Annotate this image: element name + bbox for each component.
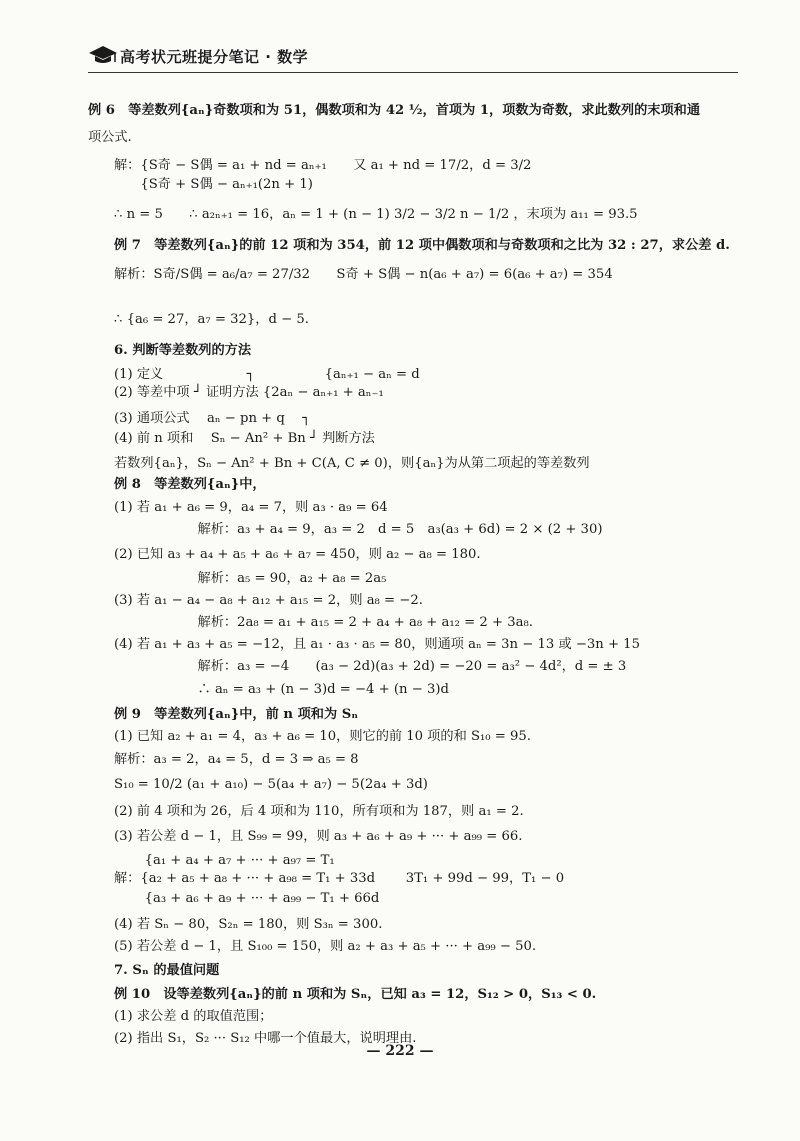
- text-line: 例 7 等差数列{aₙ}的前 12 项和为 354，前 12 项中偶数项和与奇数项和之比为 32 : 27，求公差 d.: [114, 238, 730, 253]
- text-line: ∴ {a₆ = 27，a₇ = 32}，d − 5.: [114, 312, 309, 327]
- text-line: (3) 通项公式 aₙ − pn + q ┐: [114, 411, 311, 426]
- text-line: (1) 求公差 d 的取值范围；: [114, 1009, 273, 1024]
- text-line: 7. Sₙ 的最值问题: [114, 963, 220, 978]
- text-line: 例 10 设等差数列{aₙ}的前 n 项和为 Sₙ，已知 a₃ = 12，S₁₂ > 0，S₁₃ < 0.: [114, 987, 597, 1002]
- text-line: 6. 判断等差数列的方法: [114, 343, 252, 358]
- text-line: (2) 前 4 项和为 26，后 4 项和为 110，所有项和为 187，则 a₁ = 2.: [114, 804, 524, 819]
- text-line: 解析：a₅ = 90，a₂ + a₈ = 2a₅: [158, 571, 387, 586]
- text-line: (3) 若公差 d − 1，且 S₉₉ = 99，则 a₃ + a₆ + a₉ + ··· + a₉₉ = 66.: [114, 829, 523, 844]
- text-line: 解：{a₂ + a₅ + a₈ + ··· + a₉₈ = T₁ + 33d 3T₁ + 99d − 99，T₁ − 0: [114, 871, 565, 886]
- text-line: (1) 已知 a₂ + a₁ = 4，a₃ + a₆ = 10，则它的前 10 项的和 S₁₀ = 95.: [114, 729, 531, 744]
- text-line: (1) 定义 ┐ {aₙ₊₁ − aₙ = d: [114, 367, 420, 382]
- text-line: 解析：a₃ + a₄ = 9，a₃ = 2 d = 5 a₃(a₃ + 6d) = 2 × (2 + 30): [158, 522, 603, 537]
- text-line: 例 6 等差数列{aₙ}奇数项和为 51，偶数项和为 42 ½，首项为 1，项数为奇数，求此数列的末项和通: [88, 103, 701, 118]
- header-title: 高考状元班提分笔记 · 数学: [120, 48, 309, 66]
- text-line: (2) 已知 a₃ + a₄ + a₅ + a₆ + a₇ = 450，则 a₂ − a₈ = 180.: [114, 547, 481, 562]
- text-line: (4) 若 a₁ + a₃ + a₅ = −12，且 a₁ · a₃ · a₅ = 80，则通项 aₙ = 3n − 13 或 −3n + 15: [114, 637, 640, 652]
- text-line: 解：{S奇 − S偶 = a₁ + nd = aₙ₊₁ 又 a₁ + nd = 17/2，d = 3/2: [114, 158, 532, 173]
- text-line: ∴ aₙ = a₃ + (n − 3)d = −4 + (n − 3)d: [158, 682, 449, 697]
- text-line: 解析：a₃ = −4 (a₃ − 2d)(a₃ + 2d) = −20 = a₃² − 4d²，d = ± 3: [158, 659, 627, 674]
- text-line: (4) 若 Sₙ − 80，S₂ₙ = 180，则 S₃ₙ = 300.: [114, 917, 383, 932]
- text-line: (3) 若 a₁ − a₄ − a₈ + a₁₂ + a₁₅ = 2，则 a₈ = −2.: [114, 593, 423, 608]
- text-line: (1) 若 a₁ + a₆ = 9，a₄ = 7，则 a₃ · a₉ = 64: [114, 500, 388, 515]
- text-line: (4) 前 n 项和 Sₙ − An² + Bn ┘ 判断方法: [114, 431, 375, 446]
- text-line: 项公式.: [88, 130, 132, 145]
- text-line: (2) 指出 S₁，S₂ ··· S₁₂ 中哪一个值最大，说明理由.: [114, 1031, 417, 1046]
- text-line: 若数列{aₙ}，Sₙ − An² + Bn + C(A, C ≠ 0)，则{aₙ}为从第二项起的等差数列: [114, 456, 590, 471]
- text-line: {a₁ + a₄ + a₇ + ··· + a₉₇ = T₁: [114, 853, 335, 868]
- text-line: (2) 等差中项 ┘ 证明方法 {2aₙ − aₙ₊₁ + aₙ₋₁: [114, 385, 384, 400]
- text-line: {a₃ + a₆ + a₉ + ··· + a₉₉ − T₁ + 66d: [114, 891, 380, 906]
- text-line: 解析：S奇/S偶 = a₆/a₇ = 27/32 S奇 + S偶 − n(a₆ + a₇) = 6(a₆ + a₇) = 354: [114, 267, 613, 282]
- text-line: ∴ n = 5 ∴ a₂ₙ₊₁ = 16，aₙ = 1 + (n − 1) 3/2 − 3/2 n − 1/2 ，末项为 a₁₁ = 93.5: [114, 207, 638, 222]
- text-line: 解析：2a₈ = a₁ + a₁₅ = 2 + a₄ + a₈ + a₁₂ = 2 + 3a₈.: [158, 615, 533, 630]
- text-line: 例 9 等差数列{aₙ}中，前 n 项和为 Sₙ: [114, 707, 359, 722]
- text-line: S₁₀ = 10/2 (a₁ + a₁₀) − 5(a₄ + a₇) − 5(2a₄ + 3d): [114, 777, 428, 792]
- text-line: 解析：a₃ = 2，a₄ = 5，d = 3 ⇒ a₅ = 8: [114, 752, 359, 767]
- text-line: {S奇 + S偶 − aₙ₊₁(2n + 1): [114, 177, 313, 192]
- text-line: (5) 若公差 d − 1，且 S₁₀₀ = 150，则 a₂ + a₃ + a₅ + ··· + a₉₉ − 50.: [114, 939, 537, 954]
- text-line: 例 8 等差数列{aₙ}中，: [114, 477, 266, 492]
- page-number: — 222 —: [366, 1043, 434, 1059]
